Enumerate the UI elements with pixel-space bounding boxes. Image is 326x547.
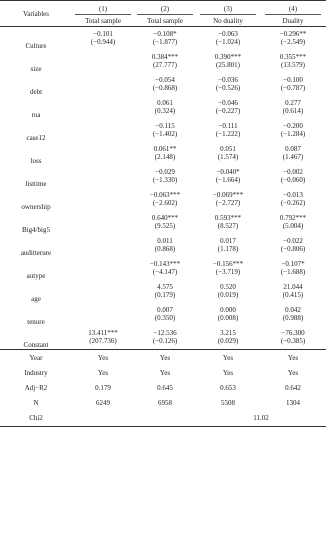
summary-value: 6958 [158,398,172,407]
t-statistic-cell: (−1.330) [152,176,178,184]
t-statistic-cell: (−0.060) [280,176,306,184]
variable-name: listtime [25,180,47,188]
variable-name: Constant [23,341,49,349]
coefficient-cell: −0.108* [153,30,177,38]
summary-value: Yes [97,353,109,362]
variable-name: roa [31,111,41,119]
coefficient-cell: −0.046 [218,99,238,107]
variable-name: debt [29,88,43,96]
summary-value: 5508 [221,398,235,407]
coefficient-cell: −12.536 [153,329,177,337]
chi2-label: Chi2 [29,414,43,422]
t-statistic-cell: (−2.549) [280,38,306,46]
coefficient-cell: 0.017 [220,237,236,245]
coefficient-cell: −0.156*** [212,260,244,268]
variable-name: Big4/big5 [21,226,50,234]
t-statistic-cell: (−0.385) [280,337,306,345]
col-label-4: Duality [260,13,326,27]
t-statistic-cell: (25.801) [216,61,240,69]
variable-name: Culture [25,42,47,50]
t-statistic-cell: (−0.262) [280,199,306,207]
table-row [0,303,326,314]
t-statistic-cell: (9.525) [154,222,176,230]
t-statistic-cell: (0.019) [217,291,239,299]
coefficient-cell: −0.296** [279,30,307,38]
t-statistic-cell [72,199,134,211]
t-statistic-cell: (27.777) [153,61,177,69]
coefficient-cell: −0.002 [283,168,303,176]
coefficient-cell: −0.040* [216,168,240,176]
summary-value: Yes [97,368,109,377]
table-row-summary [0,365,326,380]
summary-label: Industry [24,368,48,377]
table-row [0,211,326,222]
table-row-summary [0,380,326,395]
coefficient-cell: 0.593*** [214,214,242,222]
coefficient-cell [72,234,134,245]
coefficient-cell: 0.061** [153,145,177,153]
coefficient-cell: 0.007 [157,306,173,314]
t-statistic-cell: (0.988) [282,314,304,322]
t-statistic-cell [72,314,134,326]
t-statistic-cell: (−0.526) [215,84,241,92]
coefficient-cell: 0.000 [220,306,236,314]
t-statistic-cell: (−0.806) [280,245,306,253]
t-statistic-cell: (0.029) [217,337,239,345]
t-statistic-cell [72,107,134,119]
coefficient-cell: 0.087 [285,145,301,153]
coefficient-cell [72,280,134,291]
coefficient-cell: −0.200 [283,122,303,130]
coefficient-cell: −0.022 [283,237,303,245]
coefficient-cell [72,73,134,84]
table-row [0,96,326,107]
t-statistic-cell [72,130,134,142]
coefficient-cell [72,142,134,153]
t-statistic-cell: (0.008) [217,314,239,322]
summary-label: Year [29,353,43,362]
coefficient-cell: −0.115 [155,122,175,130]
t-statistic-cell: (0.179) [154,291,176,299]
coefficient-cell: 0.277 [285,99,301,107]
t-statistic-cell: (207.736) [89,337,117,345]
coefficient-cell: 0.355*** [279,53,307,61]
table-row [0,280,326,291]
table-row [0,142,326,153]
col-label-2: Total sample [134,13,196,27]
coefficient-cell: 0.042 [285,306,301,314]
t-statistic-cell: (−4.147) [152,268,178,276]
summary-value: 0.653 [220,383,236,392]
t-statistic-cell: (−2.602) [152,199,178,207]
coefficient-cell [72,119,134,130]
coefficient-cell [72,303,134,314]
t-statistic-cell: (0.350) [154,314,176,322]
table-row [0,326,326,337]
variable-name: auditterure [20,249,52,257]
coefficient-cell: 0.011 [157,237,173,245]
t-statistic-cell: (1.574) [217,153,239,161]
t-statistic-cell: (0.324) [154,107,176,115]
coefficient-cell: −0.101 [93,30,113,38]
coefficient-cell: 0.061 [157,99,173,107]
t-statistic-cell: (−2.727) [215,199,241,207]
table-row [0,27,326,39]
coefficient-cell: −0.069*** [212,191,244,199]
coefficient-cell: −0.100 [283,76,303,84]
table-row-summary [0,350,326,366]
table-row [0,165,326,176]
variable-name: age [31,295,41,303]
table-row-chi2 [0,410,326,427]
t-statistic-cell: (−1.664) [215,176,241,184]
coefficient-cell: −0.107* [281,260,305,268]
coefficient-cell [72,211,134,222]
t-statistic-cell: (8.527) [217,222,239,230]
t-statistic-cell: (−1.284) [280,130,306,138]
t-statistic-cell [72,84,134,96]
summary-value: Yes [222,368,234,377]
chi2-spacer [72,410,196,427]
coefficient-cell: 21.044 [283,283,303,291]
t-statistic-cell [72,245,134,257]
summary-value: Yes [287,353,299,362]
t-statistic-cell: (0.614) [282,107,304,115]
variable-name: ownership [21,203,51,211]
summary-value: 0.179 [95,383,111,392]
summary-value: Yes [159,368,171,377]
coefficient-cell: −76.300 [281,329,305,337]
col-number-4: (4) [288,5,298,13]
t-statistic-cell: (0.868) [154,245,176,253]
t-statistic-cell: (1.467) [282,153,304,161]
summary-value: 1304 [286,398,300,407]
coefficient-cell: 0.520 [220,283,236,291]
col-label-3: No duality [196,13,260,27]
coefficient-cell: 0.640*** [151,214,179,222]
table-row [0,73,326,84]
col-number-3: (3) [223,5,233,13]
table-row [0,257,326,268]
t-statistic-cell: (−1.402) [152,130,178,138]
coefficient-cell [72,188,134,199]
t-statistic-cell: (13.579) [281,61,305,69]
t-statistic-cell [72,176,134,188]
coefficient-cell: 0.051 [220,145,236,153]
summary-value: Yes [159,353,171,362]
t-statistic-cell [72,153,134,165]
col-number-2: (2) [160,5,170,13]
coefficient-cell: 3.215 [220,329,236,337]
variable-name: tenure [27,318,45,326]
summary-label: Adj−R2 [24,383,48,392]
coefficient-cell: −0.063*** [149,191,181,199]
t-statistic-cell [72,61,134,73]
t-statistic-cell [72,222,134,234]
col-number-1: (1) [98,5,108,13]
t-statistic-cell: (−0.868) [152,84,178,92]
coefficient-cell: −0.029 [155,168,175,176]
table-row-summary [0,395,326,410]
coefficient-cell: 0.792*** [279,214,307,222]
table-row [0,50,326,61]
variables-header: Variables [0,1,72,27]
coefficient-cell: −0.036 [218,76,238,84]
t-statistic-cell: (2.148) [154,153,176,161]
chi2-value: 11.02 [253,414,269,422]
coefficient-cell [72,165,134,176]
t-statistic-cell: (−0.227) [215,107,241,115]
coefficient-cell: 0.390*** [214,53,242,61]
t-statistic-cell [72,268,134,280]
t-statistic-cell: (−1.877) [152,38,178,46]
t-statistic-cell: (−0.126) [152,337,178,345]
col-label-1: Total sample [72,13,134,27]
summary-value: 0.645 [157,383,173,392]
coefficient-cell: −0.111 [218,122,238,130]
table-row [0,188,326,199]
coefficient-cell: −0.143*** [149,260,181,268]
coefficient-cell [72,50,134,61]
variable-name: size [30,65,42,73]
t-statistic-cell [72,291,134,303]
t-statistic-cell: (−0.944) [90,38,116,46]
summary-label: N [33,398,39,407]
variable-name: autype [26,272,46,280]
t-statistic-cell: (5.004) [282,222,304,230]
coefficient-cell: 0.384*** [151,53,179,61]
summary-value: 0.642 [285,383,301,392]
summary-value: Yes [222,353,234,362]
t-statistic-cell: (−3.719) [215,268,241,276]
t-statistic-cell: (−1.688) [280,268,306,276]
variable-name: loss [30,157,42,165]
summary-value: Yes [287,368,299,377]
t-statistic-cell: (0.415) [282,291,304,299]
t-statistic-cell: (−1.024) [215,38,241,46]
summary-value: 6249 [96,398,110,407]
coefficient-cell [72,257,134,268]
coefficient-cell: −0.063 [218,30,238,38]
t-statistic-cell: (−1.222) [215,130,241,138]
t-statistic-cell: (1.178) [217,245,239,253]
table-row [0,119,326,130]
t-statistic-cell: (−0.787) [280,84,306,92]
coefficient-cell: 4.575 [157,283,173,291]
coefficient-cell: −0.013 [283,191,303,199]
table-row [0,234,326,245]
coefficient-cell: 13.411*** [88,329,118,337]
variable-name: case12 [26,134,46,142]
coefficient-cell: −0.054 [155,76,175,84]
coefficient-cell [72,96,134,107]
